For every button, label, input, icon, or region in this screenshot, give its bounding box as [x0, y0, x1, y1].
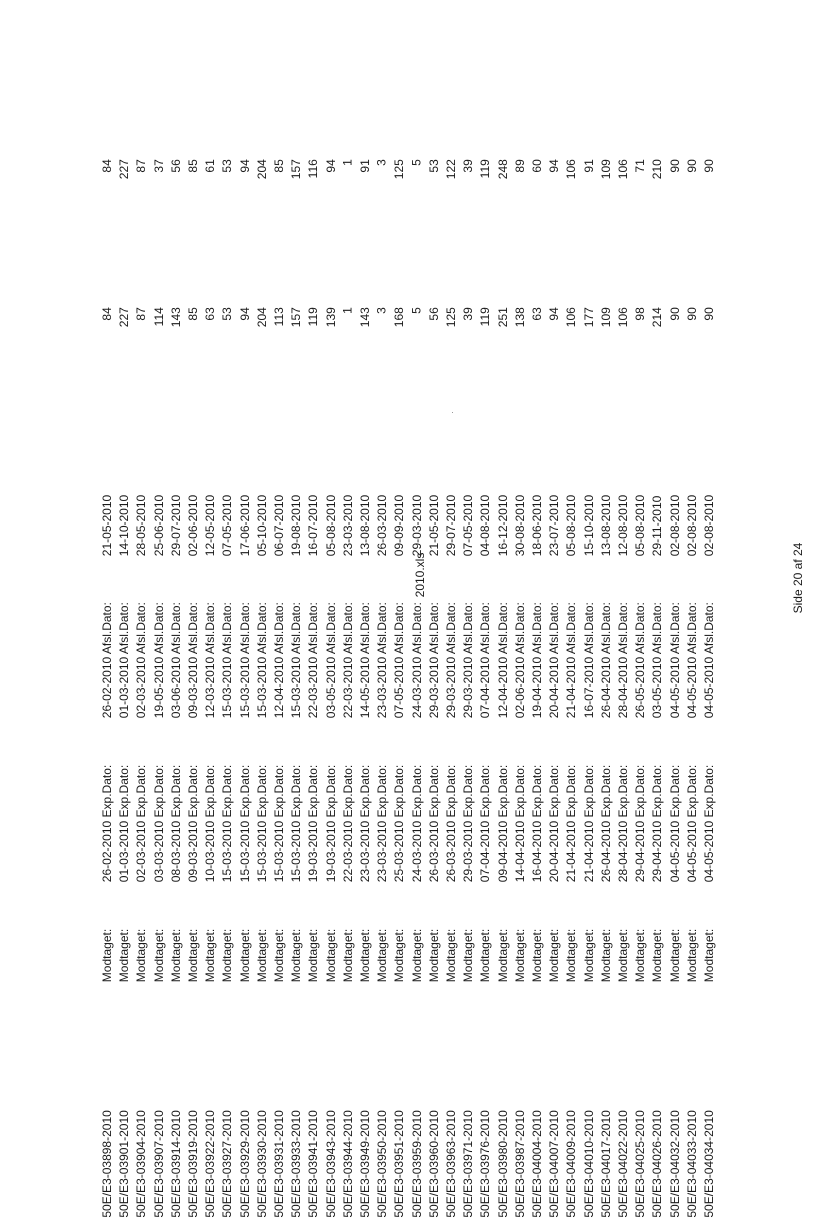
days-total: 94 [237, 307, 252, 321]
exp-afsl-date: 04-05-2010 Afsl.Dato: [684, 602, 699, 719]
afsl-date: 28-05-2010 [134, 494, 149, 557]
modtaget-label: Modtaget: [254, 928, 269, 983]
days-net: 210 [650, 159, 665, 180]
case-id: 50E/E3-03907-2010 [151, 1110, 166, 1218]
received-exp-date: 21-04-2010 Exp.Dato: [564, 764, 579, 883]
case-id: 50E/E3-03949-2010 [358, 1110, 373, 1218]
exp-afsl-date: 20-04-2010 Afsl.Dato: [546, 602, 561, 719]
received-exp-date: 15-03-2010 Exp.Dato: [254, 764, 269, 883]
afsl-date: 23-03-2010 [340, 494, 355, 557]
case-id: 50E/E3-03976-2010 [478, 1110, 493, 1218]
modtaget-label: Modtaget: [340, 928, 355, 983]
days-net: 109 [598, 159, 613, 180]
modtaget-label: Modtaget: [546, 928, 561, 983]
days-net: 89 [512, 159, 527, 173]
exp-afsl-date: 02-06-2010 Afsl.Dato: [512, 602, 527, 719]
exp-afsl-date: 26-05-2010 Afsl.Dato: [632, 602, 647, 719]
case-id: 50E/E3-04026-2010 [650, 1110, 665, 1218]
received-exp-date: 20-04-2010 Exp.Dato: [546, 764, 561, 883]
case-id: 50E/E3-03944-2010 [341, 1110, 356, 1218]
received-exp-date: 04-05-2010 Exp.Dato: [684, 764, 699, 883]
received-exp-date: 26-04-2010 Exp.Dato: [598, 764, 613, 883]
exp-afsl-date: 09-03-2010 Afsl.Dato: [185, 602, 200, 719]
case-id: 50E/E3-03950-2010 [375, 1110, 390, 1218]
received-exp-date: 15-03-2010 Exp.Dato: [288, 764, 303, 883]
modtaget-label: Modtaget: [598, 928, 613, 983]
afsl-date: 29-07-2010 [443, 494, 458, 557]
afsl-date: 02-08-2010 [684, 494, 699, 557]
days-net: 122 [443, 159, 458, 180]
case-id: 50E/E3-04032-2010 [667, 1110, 682, 1218]
case-id: 50E/E3-03919-2010 [186, 1110, 201, 1218]
exp-afsl-date: 24-03-2010 Afsl.Dato: [409, 602, 424, 719]
afsl-date: 12-08-2010 [615, 494, 630, 557]
received-exp-date: 26-02-2010 Exp.Dato: [99, 764, 114, 883]
days-total: 139 [323, 307, 338, 328]
exp-afsl-date: 23-03-2010 Afsl.Dato: [374, 602, 389, 719]
days-total: 214 [650, 307, 665, 328]
days-net: 106 [615, 159, 630, 180]
afsl-date: 17-06-2010 [237, 494, 252, 557]
days-net: 37 [151, 159, 166, 173]
case-id: 50E/E3-04004-2010 [530, 1110, 545, 1218]
received-exp-date: 19-03-2010 Exp.Dato: [306, 764, 321, 883]
days-total: 113 [271, 307, 286, 327]
days-total: 125 [443, 307, 458, 328]
received-exp-date: 29-04-2010 Exp.Dato: [650, 764, 665, 883]
case-id: 50E/E3-04007-2010 [547, 1110, 562, 1218]
afsl-date: 26-03-2010 [374, 494, 389, 557]
modtaget-label: Modtaget: [271, 928, 286, 983]
exp-afsl-date: 02-03-2010 Afsl.Dato: [134, 602, 149, 719]
received-exp-date: 04-05-2010 Exp.Dato: [667, 764, 682, 883]
case-id: 50E/E3-04025-2010 [633, 1110, 648, 1218]
days-total: 106 [564, 307, 579, 328]
afsl-date: 05-08-2010 [323, 494, 338, 557]
days-net: 56 [168, 159, 183, 173]
afsl-date: 14-10-2010 [116, 494, 131, 557]
case-id: 50E/E3-03941-2010 [306, 1110, 321, 1218]
modtaget-label: Modtaget: [357, 928, 372, 983]
modtaget-label: Modtaget: [701, 928, 716, 983]
days-net: 94 [323, 159, 338, 173]
days-net: 91 [581, 159, 596, 173]
received-exp-date: 10-03-2010 Exp.Dato: [202, 764, 217, 883]
days-net: 94 [237, 159, 252, 173]
days-net: 53 [220, 159, 235, 173]
days-net: 204 [254, 159, 269, 180]
days-net: 91 [358, 159, 373, 173]
received-exp-date: 26-03-2010 Exp.Dato: [443, 764, 458, 883]
received-exp-date: 23-03-2010 Exp.Dato: [357, 764, 372, 883]
received-exp-date: 22-03-2010 Exp.Dato: [340, 764, 355, 883]
afsl-date: 29-07-2010 [168, 494, 183, 557]
days-total: 85 [186, 307, 201, 321]
modtaget-label: Modtaget: [134, 928, 149, 983]
case-id: 50E/E3-03927-2010 [220, 1110, 235, 1218]
modtaget-label: Modtaget: [202, 928, 217, 983]
exp-afsl-date: 26-04-2010 Afsl.Dato: [598, 602, 613, 719]
days-net: 3 [374, 159, 389, 166]
received-exp-date: 15-03-2010 Exp.Dato: [237, 764, 252, 883]
case-id: 50E/E3-03930-2010 [255, 1110, 270, 1218]
case-id: 50E/E3-03980-2010 [495, 1110, 510, 1218]
case-id: 50E/E3-03933-2010 [289, 1110, 304, 1218]
exp-afsl-date: 28-04-2010 Afsl.Dato: [615, 602, 630, 719]
days-net: 106 [564, 159, 579, 180]
afsl-date: 13-08-2010 [598, 494, 613, 557]
afsl-date: 23-07-2010 [546, 494, 561, 557]
days-total: 39 [461, 307, 476, 321]
received-exp-date: 02-03-2010 Exp.Dato: [134, 764, 149, 883]
received-exp-date: 04-05-2010 Exp.Dato: [701, 764, 716, 883]
days-total: 94 [547, 307, 562, 321]
case-id: 50E/E3-03963-2010 [444, 1110, 459, 1218]
days-total: 204 [254, 307, 269, 328]
exp-afsl-date: 07-05-2010 Afsl.Dato: [392, 602, 407, 719]
afsl-date: 06-07-2010 [271, 494, 286, 557]
exp-afsl-date: 19-04-2010 Afsl.Dato: [529, 602, 544, 719]
case-id: 50E/E3-03901-2010 [117, 1110, 132, 1218]
days-net: 85 [186, 159, 201, 173]
days-net: 116 [306, 159, 321, 179]
modtaget-label: Modtaget: [512, 928, 527, 983]
received-exp-date: 16-04-2010 Exp.Dato: [529, 764, 544, 883]
case-id: 50E/E3-04010-2010 [581, 1110, 596, 1218]
days-total: 84 [100, 307, 115, 321]
exp-afsl-date: 19-05-2010 Afsl.Dato: [151, 602, 166, 719]
case-id: 50E/E3-04017-2010 [599, 1110, 614, 1218]
received-exp-date: 03-03-2010 Exp.Dato: [151, 764, 166, 883]
modtaget-label: Modtaget: [650, 928, 665, 983]
days-total: 109 [598, 307, 613, 328]
stray-mark [452, 412, 453, 413]
modtaget-label: Modtaget: [495, 928, 510, 983]
modtaget-label: Modtaget: [632, 928, 647, 983]
modtaget-label: Modtaget: [684, 928, 699, 983]
days-total: 53 [220, 307, 235, 321]
modtaget-label: Modtaget: [478, 928, 493, 983]
received-exp-date: 09-03-2010 Exp.Dato: [185, 764, 200, 883]
case-id: 50E/E3-03914-2010 [169, 1110, 184, 1218]
days-net: 39 [461, 159, 476, 173]
modtaget-label: Modtaget: [168, 928, 183, 983]
page-number: Side 20 af 24 [791, 542, 805, 614]
exp-afsl-date: 07-04-2010 Afsl.Dato: [478, 602, 493, 719]
received-exp-date: 25-03-2010 Exp.Dato: [392, 764, 407, 883]
modtaget-label: Modtaget: [220, 928, 235, 983]
afsl-date: 30-08-2010 [512, 494, 527, 557]
received-exp-date: 14-04-2010 Exp.Dato: [512, 764, 527, 883]
exp-afsl-date: 15-03-2010 Afsl.Dato: [288, 602, 303, 719]
days-total: 90 [702, 307, 717, 321]
afsl-date: 13-08-2010 [357, 494, 372, 557]
modtaget-label: Modtaget: [564, 928, 579, 983]
exp-afsl-date: 04-05-2010 Afsl.Dato: [701, 602, 716, 719]
modtaget-label: Modtaget: [667, 928, 682, 983]
received-exp-date: 26-03-2010 Exp.Dato: [426, 764, 441, 883]
days-net: 60 [530, 159, 545, 173]
received-exp-date: 19-03-2010 Exp.Dato: [323, 764, 338, 883]
case-id: 50E/E3-03898-2010 [100, 1110, 115, 1218]
afsl-date: 05-10-2010 [254, 494, 269, 557]
days-total: 56 [426, 307, 441, 321]
days-total: 106 [615, 307, 630, 328]
modtaget-label: Modtaget: [581, 928, 596, 983]
received-exp-date: 21-04-2010 Exp.Dato: [581, 764, 596, 883]
modtaget-label: Modtaget: [151, 928, 166, 983]
modtaget-label: Modtaget: [323, 928, 338, 983]
afsl-date: 16-07-2010 [306, 494, 321, 557]
afsl-date: 21-05-2010 [426, 494, 441, 557]
exp-afsl-date: 21-04-2010 Afsl.Dato: [564, 602, 579, 719]
case-id: 50E/E3-04022-2010 [616, 1110, 631, 1218]
exp-afsl-date: 15-03-2010 Afsl.Dato: [220, 602, 235, 719]
days-net: 71 [633, 159, 648, 173]
days-total: 143 [168, 307, 183, 328]
days-total: 119 [306, 307, 321, 327]
modtaget-label: Modtaget: [529, 928, 544, 983]
modtaget-label: Modtaget: [409, 928, 424, 983]
afsl-date: 15-10-2010 [581, 494, 596, 557]
days-total: 114 [151, 307, 166, 327]
sheet-filename: 2010.xls [413, 552, 427, 598]
received-exp-date: 24-03-2010 Exp.Dato: [409, 764, 424, 883]
case-id: 50E/E3-03959-2010 [409, 1110, 424, 1218]
case-id: 50E/E3-03943-2010 [323, 1110, 338, 1218]
received-exp-date: 29-04-2010 Exp.Dato: [632, 764, 647, 883]
afsl-date: 16-12-2010 [495, 494, 510, 557]
days-total: 227 [117, 307, 132, 328]
afsl-date: 02-08-2010 [701, 494, 716, 557]
modtaget-label: Modtaget: [426, 928, 441, 983]
received-exp-date: 15-03-2010 Exp.Dato: [271, 764, 286, 883]
exp-afsl-date: 26-02-2010 Afsl.Dato: [99, 602, 114, 719]
modtaget-label: Modtaget: [237, 928, 252, 983]
days-net: 90 [702, 159, 717, 173]
received-exp-date: 07-04-2010 Exp.Dato: [478, 764, 493, 883]
case-id: 50E/E3-04034-2010 [702, 1110, 717, 1218]
days-net: 84 [100, 159, 115, 173]
case-id: 50E/E3-03904-2010 [134, 1110, 149, 1218]
exp-afsl-date: 29-03-2010 Afsl.Dato: [443, 602, 458, 719]
afsl-date: 25-06-2010 [151, 494, 166, 557]
exp-afsl-date: 12-04-2010 Afsl.Dato: [271, 602, 286, 719]
exp-afsl-date: 15-03-2010 Afsl.Dato: [237, 602, 252, 719]
afsl-date: 02-06-2010 [185, 494, 200, 557]
days-net: 87 [134, 159, 149, 173]
modtaget-label: Modtaget: [288, 928, 303, 983]
afsl-date: 09-09-2010 [392, 494, 407, 557]
days-net: 5 [409, 159, 424, 166]
modtaget-label: Modtaget: [99, 928, 114, 983]
received-exp-date: 01-03-2010 Exp.Dato: [116, 764, 131, 883]
exp-afsl-date: 12-03-2010 Afsl.Dato: [202, 602, 217, 719]
exp-afsl-date: 22-03-2010 Afsl.Dato: [306, 602, 321, 719]
afsl-date: 19-08-2010 [288, 494, 303, 557]
days-net: 157 [289, 159, 304, 180]
exp-afsl-date: 29-03-2010 Afsl.Dato: [460, 602, 475, 719]
exp-afsl-date: 16-07-2010 Afsl.Dato: [581, 602, 596, 719]
received-exp-date: 15-03-2010 Exp.Dato: [220, 764, 235, 883]
modtaget-label: Modtaget: [392, 928, 407, 983]
case-id: 50E/E3-04033-2010 [685, 1110, 700, 1218]
days-net: 61 [203, 159, 218, 173]
afsl-date: 05-08-2010 [632, 494, 647, 557]
exp-afsl-date: 01-03-2010 Afsl.Dato: [116, 602, 131, 719]
modtaget-label: Modtaget: [374, 928, 389, 983]
case-id: 50E/E3-03929-2010 [237, 1110, 252, 1218]
afsl-date: 21-05-2010 [99, 494, 114, 557]
received-exp-date: 09-04-2010 Exp.Dato: [495, 764, 510, 883]
days-net: 125 [392, 159, 407, 180]
exp-afsl-date: 04-05-2010 Afsl.Dato: [667, 602, 682, 719]
afsl-date: 18-06-2010 [529, 494, 544, 557]
days-total: 168 [392, 307, 407, 328]
exp-afsl-date: 03-06-2010 Afsl.Dato: [168, 602, 183, 719]
modtaget-label: Modtaget: [116, 928, 131, 983]
case-id: 50E/E3-03922-2010 [203, 1110, 218, 1218]
days-total: 119 [478, 307, 493, 327]
exp-afsl-date: 03-05-2010 Afsl.Dato: [323, 602, 338, 719]
exp-afsl-date: 12-04-2010 Afsl.Dato: [495, 602, 510, 719]
afsl-date: 29-03-2010 [409, 494, 424, 557]
days-total: 63 [530, 307, 545, 321]
days-total: 5 [409, 307, 424, 314]
modtaget-label: Modtaget: [460, 928, 475, 983]
afsl-date: 05-08-2010 [564, 494, 579, 557]
days-net: 90 [684, 159, 699, 173]
case-id: 50E/E3-03987-2010 [513, 1110, 528, 1218]
days-net: 248 [495, 159, 510, 180]
days-total: 3 [374, 307, 389, 314]
case-id: 50E/E3-03951-2010 [392, 1110, 407, 1218]
case-id: 50E/E3-03931-2010 [272, 1110, 287, 1218]
days-net: 94 [547, 159, 562, 173]
days-net: 85 [272, 159, 287, 173]
afsl-date: 07-05-2010 [460, 494, 475, 557]
days-net: 90 [667, 159, 682, 173]
case-id: 50E/E3-03960-2010 [427, 1110, 442, 1218]
days-total: 157 [289, 307, 304, 328]
afsl-date: 02-08-2010 [667, 494, 682, 557]
days-total: 1 [340, 307, 355, 314]
exp-afsl-date: 14-05-2010 Afsl.Dato: [357, 602, 372, 719]
case-id: 50E/E3-03971-2010 [461, 1110, 476, 1218]
afsl-date: 12-05-2010 [202, 494, 217, 557]
received-exp-date: 29-03-2010 Exp.Dato: [460, 764, 475, 883]
afsl-date: 04-08-2010 [478, 494, 493, 557]
days-net: 1 [340, 159, 355, 166]
exp-afsl-date: 03-05-2010 Afsl.Dato: [650, 602, 665, 719]
exp-afsl-date: 22-03-2010 Afsl.Dato: [340, 602, 355, 719]
days-total: 143 [357, 307, 372, 328]
modtaget-label: Modtaget: [306, 928, 321, 983]
days-total: 138 [512, 307, 527, 328]
modtaget-label: Modtaget: [615, 928, 630, 983]
afsl-date: 29-11-2010 [650, 495, 665, 557]
days-total: 87 [134, 307, 149, 321]
days-net: 227 [117, 159, 132, 180]
received-exp-date: 23-03-2010 Exp.Dato: [374, 764, 389, 883]
days-total: 251 [495, 307, 510, 328]
modtaget-label: Modtaget: [443, 928, 458, 983]
modtaget-label: Modtaget: [185, 928, 200, 983]
days-total: 98 [633, 307, 648, 321]
days-total: 90 [684, 307, 699, 321]
exp-afsl-date: 15-03-2010 Afsl.Dato: [254, 602, 269, 719]
exp-afsl-date: 29-03-2010 Afsl.Dato: [426, 602, 441, 719]
days-net: 119 [478, 159, 493, 179]
received-exp-date: 08-03-2010 Exp.Dato: [168, 764, 183, 883]
days-total: 90 [667, 307, 682, 321]
received-exp-date: 28-04-2010 Exp.Dato: [615, 764, 630, 883]
case-id: 50E/E3-04009-2010 [564, 1110, 579, 1218]
days-total: 63 [203, 307, 218, 321]
afsl-date: 07-05-2010 [220, 494, 235, 557]
days-total: 177 [581, 307, 596, 328]
days-net: 53 [426, 159, 441, 173]
